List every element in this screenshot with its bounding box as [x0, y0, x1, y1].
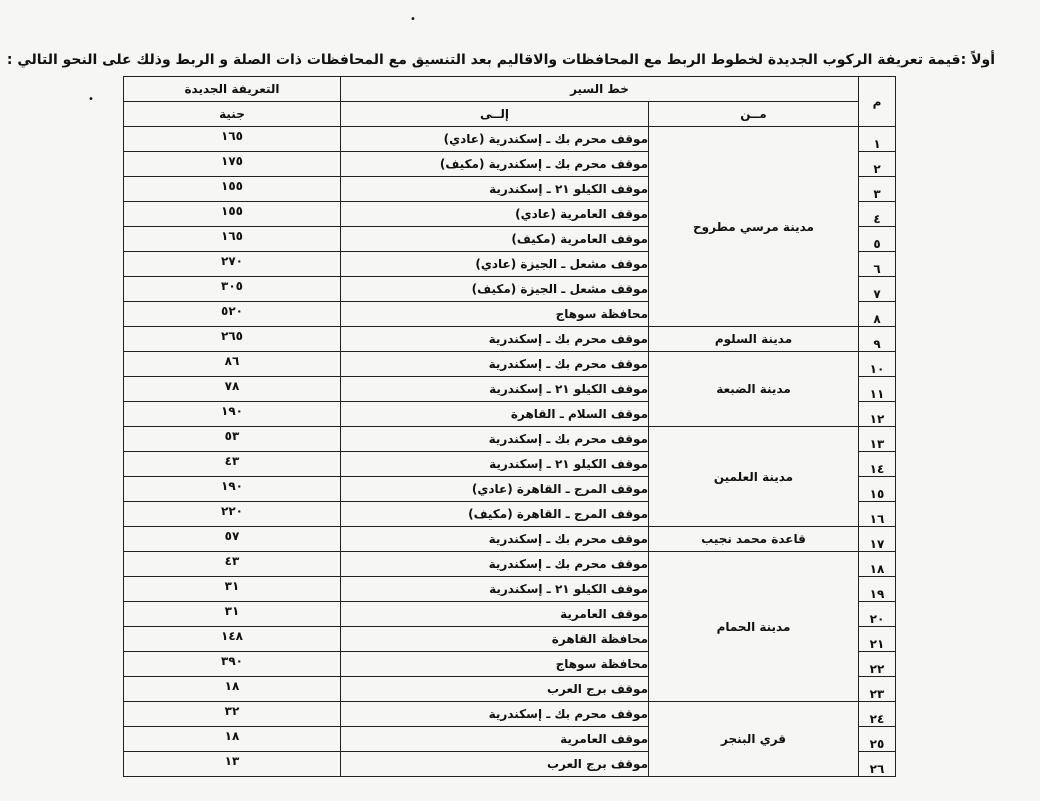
route-destination: موقف الكيلو ٢١ ـ إسكندرية — [341, 452, 649, 477]
row-number: ١٧ — [859, 527, 896, 552]
row-number: ١٠ — [859, 352, 896, 377]
fare-value: ١٧٥ — [124, 152, 341, 177]
row-number: ٢٤ — [859, 702, 896, 727]
fare-value: ١٩٠ — [124, 402, 341, 427]
route-destination: موقف العامرية — [341, 602, 649, 627]
row-number: ٢٢ — [859, 652, 896, 677]
fare-value: ١٦٥ — [124, 127, 341, 152]
fare-value: ٤٣ — [124, 452, 341, 477]
route-destination: موقف الكيلو ٢١ ـ إسكندرية — [341, 377, 649, 402]
fare-value: ١٨ — [124, 677, 341, 702]
route-destination: موقف برج العرب — [341, 752, 649, 777]
row-number: ١٤ — [859, 452, 896, 477]
route-destination: موقف الكيلو ٢١ ـ إسكندرية — [341, 177, 649, 202]
table-row — [124, 127, 896, 152]
route-destination: موقف العامرية — [341, 727, 649, 752]
route-destination: موقف المرج ـ القاهرة (عادي) — [341, 477, 649, 502]
route-origin: قري البنجر — [649, 702, 859, 777]
fare-value: ٢٦٥ — [124, 327, 341, 352]
row-number: ٢٠ — [859, 602, 896, 627]
row-number: ٢٣ — [859, 677, 896, 702]
header-from: مــن — [649, 102, 859, 127]
fare-value: ٨٦ — [124, 352, 341, 377]
row-number: ٥ — [859, 227, 896, 252]
route-destination: موقف العامرية (مكيف) — [341, 227, 649, 252]
fare-value: ٥٧ — [124, 527, 341, 552]
header-currency: جنية — [124, 102, 341, 127]
fare-value: ٣١ — [124, 602, 341, 627]
route-origin: مدينة السلوم — [649, 327, 859, 352]
fare-value: ٥٣ — [124, 427, 341, 452]
route-destination: موقف محرم بك ـ إسكندرية — [341, 427, 649, 452]
row-number: ٩ — [859, 327, 896, 352]
fare-value: ٢٧٠ — [124, 252, 341, 277]
header-num: م — [859, 77, 896, 127]
fare-value: ٣٢ — [124, 702, 341, 727]
fare-value: ٢٢٠ — [124, 502, 341, 527]
route-destination: موقف محرم بك ـ إسكندرية — [341, 327, 649, 352]
route-destination: موقف العامرية (عادي) — [341, 202, 649, 227]
header-fare: التعريفة الجديدة — [124, 77, 341, 102]
route-destination: موقف المرج ـ القاهرة (مكيف) — [341, 502, 649, 527]
row-number: ٣ — [859, 177, 896, 202]
table-row — [124, 527, 896, 552]
table-row — [124, 327, 896, 352]
row-number: ٧ — [859, 277, 896, 302]
route-origin: قاعدة محمد نجيب — [649, 527, 859, 552]
fare-value: ١٥٥ — [124, 202, 341, 227]
row-number: ١١ — [859, 377, 896, 402]
route-destination: موقف محرم بك ـ إسكندرية — [341, 552, 649, 577]
route-origin: مدينة العلمين — [649, 427, 859, 527]
scan-mark: • — [410, 14, 416, 25]
fare-value: ١٤٨ — [124, 627, 341, 652]
scan-mark: • — [88, 94, 94, 105]
fare-value: ١٩٠ — [124, 477, 341, 502]
row-number: ١٩ — [859, 577, 896, 602]
row-number: ١٥ — [859, 477, 896, 502]
fare-value: ١٦٥ — [124, 227, 341, 252]
page-heading: أولاً :قيمة تعريفة الركوب الجديدة لخطوط الربط مع المحافظات والاقاليم بعد التنسيق مع المحافظات ذات الصلة و الربط وذلك على النحو التالي : — [6, 52, 995, 68]
row-number: ٢٦ — [859, 752, 896, 777]
header-route: خط السير — [341, 77, 859, 102]
row-number: ٨ — [859, 302, 896, 327]
row-number: ١٢ — [859, 402, 896, 427]
route-destination: موقف السلام ـ القاهرة — [341, 402, 649, 427]
fare-value: ١٣ — [124, 752, 341, 777]
table-row — [124, 427, 896, 452]
fare-value: ٧٨ — [124, 377, 341, 402]
fare-table — [123, 76, 896, 777]
fare-value: ٥٢٠ — [124, 302, 341, 327]
route-destination: موقف مشعل ـ الجيزة (عادي) — [341, 252, 649, 277]
row-number: ١٨ — [859, 552, 896, 577]
fare-table-body — [124, 127, 896, 777]
table-row — [124, 552, 896, 577]
row-number: ١٣ — [859, 427, 896, 452]
route-destination: موقف برج العرب — [341, 677, 649, 702]
route-destination: محافظة القاهرة — [341, 627, 649, 652]
row-number: ٢١ — [859, 627, 896, 652]
fare-value: ٣٩٠ — [124, 652, 341, 677]
row-number: ٢ — [859, 152, 896, 177]
row-number: ١٦ — [859, 502, 896, 527]
route-destination: موقف محرم بك ـ إسكندرية — [341, 702, 649, 727]
route-destination: محافظة سوهاج — [341, 302, 649, 327]
table-row — [124, 352, 896, 377]
route-destination: محافظة سوهاج — [341, 652, 649, 677]
route-destination: موقف محرم بك ـ إسكندرية (عادي) — [341, 127, 649, 152]
fare-value: ١٥٥ — [124, 177, 341, 202]
row-number: ٢٥ — [859, 727, 896, 752]
row-number: ٦ — [859, 252, 896, 277]
route-destination: موقف محرم بك ـ إسكندرية — [341, 352, 649, 377]
route-origin: مدينة مرسي مطروح — [649, 127, 859, 327]
fare-value: ٣١ — [124, 577, 341, 602]
header-to: إلــى — [341, 102, 649, 127]
fare-value: ٣٠٥ — [124, 277, 341, 302]
route-origin: مدينة الضبعة — [649, 352, 859, 427]
row-number: ٤ — [859, 202, 896, 227]
route-destination: موقف محرم بك ـ إسكندرية — [341, 527, 649, 552]
row-number: ١ — [859, 127, 896, 152]
table-row — [124, 702, 896, 727]
route-destination: موقف محرم بك ـ إسكندرية (مكيف) — [341, 152, 649, 177]
fare-value: ١٨ — [124, 727, 341, 752]
fare-value: ٤٣ — [124, 552, 341, 577]
route-destination: موقف الكيلو ٢١ ـ إسكندرية — [341, 577, 649, 602]
route-origin: مدينة الحمام — [649, 552, 859, 702]
route-destination: موقف مشعل ـ الجيزة (مكيف) — [341, 277, 649, 302]
